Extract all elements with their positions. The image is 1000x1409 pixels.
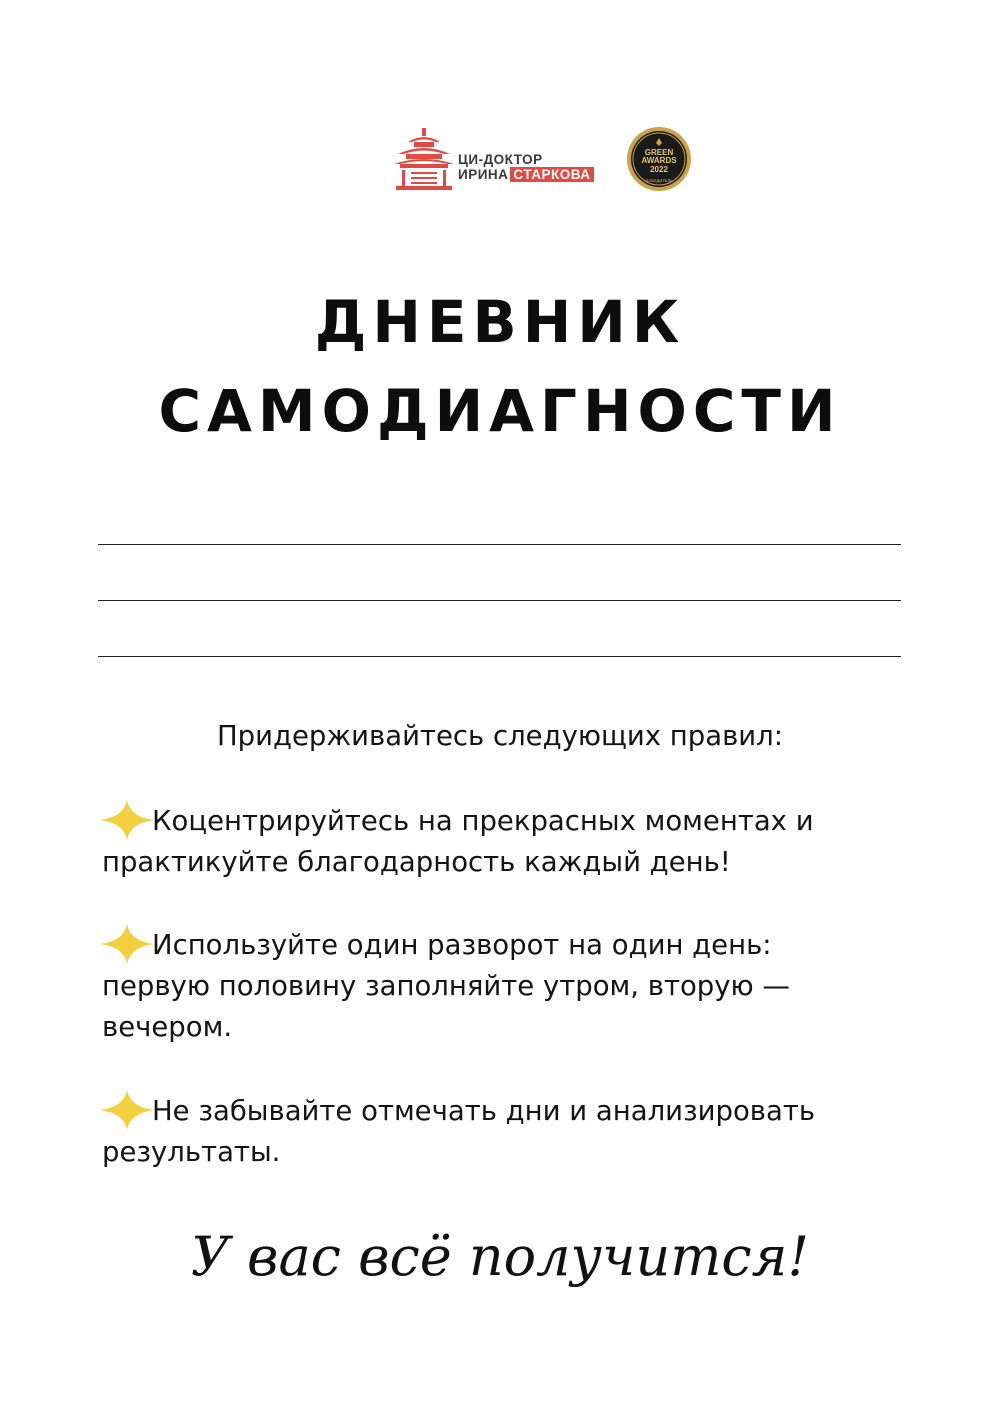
award-caption: ПОБЕДИТЕЛЬ — [645, 178, 673, 183]
rule-1-line1: Коцентрируйтесь на прекрасных моментах и — [152, 805, 814, 837]
brand-line1: ЦИ-ДОКТОР — [458, 152, 543, 167]
sparkle-star-icon — [100, 800, 154, 840]
rule-3-line1: Не забывайте отмечать дни и анализировать — [152, 1095, 816, 1127]
sparkle-star-icon — [100, 1090, 154, 1130]
closing-message: У вас всё получится! — [190, 1225, 810, 1288]
brand-first-name: ИРИНА — [458, 167, 509, 182]
rule-2-line2: первую половину заполняйте утром, вторую — — [102, 970, 790, 1002]
rule-1-line2: практикуйте благодарность каждый день! — [102, 846, 731, 878]
pagoda-logo-icon — [394, 128, 454, 190]
writing-line — [98, 656, 901, 657]
writing-line — [98, 600, 901, 601]
rule-2-line3: вечером. — [102, 1011, 233, 1043]
award-year: 2022 — [650, 165, 668, 174]
brand-surname: СТАРКОВА — [510, 167, 593, 182]
rule-item — [102, 924, 912, 1048]
brand-name — [458, 152, 594, 182]
rule-item — [102, 800, 912, 883]
writing-line — [98, 544, 901, 545]
rule-2-line1: Используйте один разворот на один день: — [152, 929, 772, 961]
page-title-line2: САМОДИАГНОСТИ — [158, 377, 842, 445]
page-title-line1: ДНЕВНИК — [314, 288, 686, 356]
rule-3-line2: результаты. — [102, 1136, 281, 1168]
award-line1: GREEN — [644, 148, 674, 157]
rules-intro: Придерживайтесь следующих правил: — [216, 720, 784, 752]
green-awards-badge — [626, 126, 692, 192]
award-line2: AWARDS — [641, 156, 677, 165]
sparkle-star-icon — [100, 924, 154, 964]
rule-item — [102, 1090, 912, 1173]
header-logos — [394, 124, 704, 194]
brand-line2 — [458, 167, 594, 182]
